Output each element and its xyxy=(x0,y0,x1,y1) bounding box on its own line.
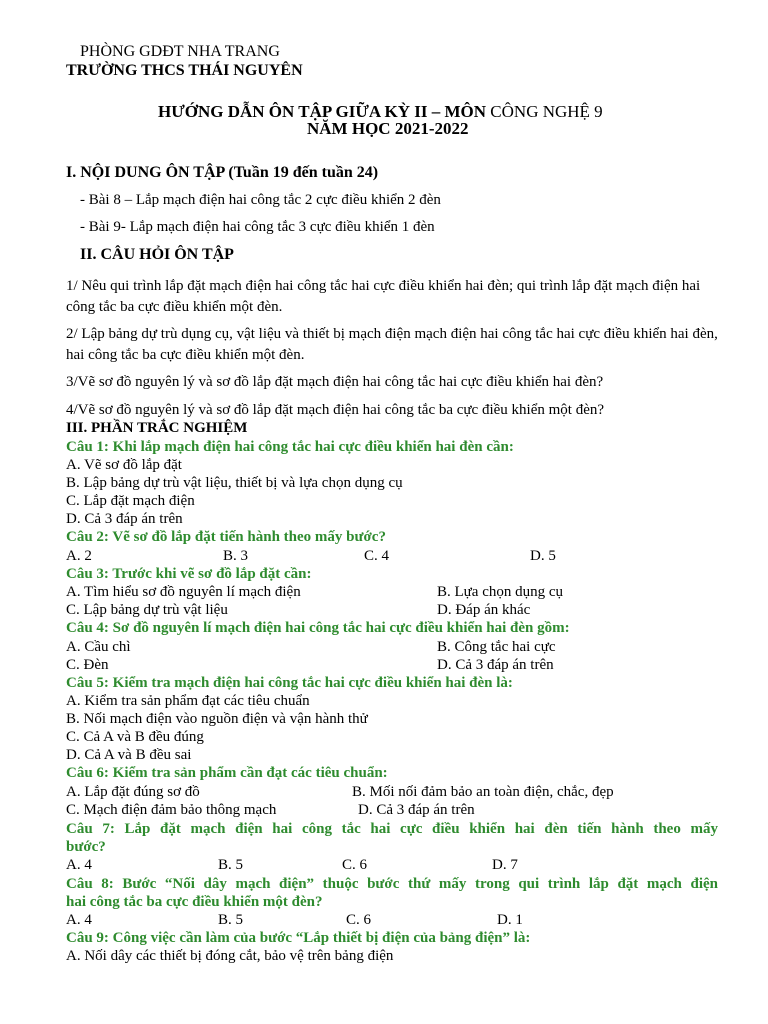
q1-option-d: D. Cả 3 đáp án trên xyxy=(66,511,183,527)
quiz-question-1: Câu 1: Khi lắp mạch điện hai công tắc hai cực điều khiển hai đèn cần: xyxy=(66,439,514,455)
school-name: TRƯỜNG THCS THÁI NGUYÊN xyxy=(66,62,303,79)
title-subject: CÔNG NGHỆ 9 xyxy=(486,102,603,121)
q4-option-c: C. Đèn xyxy=(66,657,109,673)
section1-heading: I. NỘI DUNG ÔN TẬP (Tuần 19 đến tuần 24) xyxy=(66,164,379,181)
q9-option-a: A. Nối dây các thiết bị đóng cắt, bảo vệ trên bảng điện xyxy=(66,948,394,964)
q6-option-a: A. Lắp đặt đúng sơ đồ xyxy=(66,784,200,800)
title-bold: HƯỚNG DẪN ÔN TẬP GIỮA KỲ II – MÔN xyxy=(158,102,487,121)
quiz-question-2: Câu 2: Vẽ sơ đồ lắp đặt tiến hành theo mấy bước? xyxy=(66,529,386,545)
q4-option-a: A. Cầu chì xyxy=(66,639,131,655)
q2-option-a: A. 2 xyxy=(66,548,92,564)
section1-item: - Bài 8 – Lắp mạch điện hai công tắc 2 cực điều khiển 2 đèn xyxy=(80,192,441,208)
section1-item: - Bài 9- Lắp mạch điện hai công tắc 3 cực điều khiển 1 đèn xyxy=(80,219,435,235)
q5-option-c: C. Cả A và B đều đúng xyxy=(66,729,204,745)
q3-option-b: B. Lựa chọn dụng cụ xyxy=(437,584,564,600)
quiz-question-7-line1: Câu 7: Lắp đặt mạch điện hai công tắc hai cực điều khiển hai đèn tiến hành theo mấy xyxy=(66,821,718,837)
q1-option-a: A. Vẽ sơ đồ lắp đặt xyxy=(66,457,182,473)
q7-option-d: D. 7 xyxy=(492,857,518,873)
q7-option-c: C. 6 xyxy=(342,857,368,873)
q7-option-a: A. 4 xyxy=(66,857,92,873)
q1-option-b: B. Lập bảng dự trù vật liệu, thiết bị và lựa chọn dụng cụ xyxy=(66,475,403,491)
department-name: PHÒNG GDĐT NHA TRANG xyxy=(80,43,280,60)
q5-option-a: A. Kiểm tra sản phẩm đạt các tiêu chuẩn xyxy=(66,693,310,709)
quiz-question-3: Câu 3: Trước khi vẽ sơ đồ lắp đặt cần: xyxy=(66,566,312,582)
review-question-1: 1/ Nêu qui trình lắp đặt mạch điện hai công tắc hai cực điều khiển hai đèn; qui trình lắp đặt mạch điện hai công tắc ba cực điều khiển một đèn. xyxy=(66,278,701,315)
q4-option-b: B. Công tắc hai cực xyxy=(437,639,556,655)
q7-option-b: B. 5 xyxy=(218,857,244,873)
q5-option-d: D. Cả A và B đều sai xyxy=(66,747,192,763)
section2-heading: II. CÂU HỎI ÔN TẬP xyxy=(80,246,234,263)
review-question-3: 3/Vẽ sơ đồ nguyên lý và sơ đồ lắp đặt mạch điện hai công tắc hai cực điều khiển hai đèn? xyxy=(66,374,604,390)
q6-option-d: D. Cả 3 đáp án trên xyxy=(358,802,475,818)
q5-option-b: B. Nối mạch điện vào nguồn điện và vận hành thử xyxy=(66,711,368,727)
q6-option-b: B. Mối nối đảm bảo an toàn điện, chắc, đẹp xyxy=(352,784,614,800)
quiz-question-9: Câu 9: Công việc cần làm của bước “Lắp thiết bị điện của bảng điện” là: xyxy=(66,930,531,946)
review-question-4: 4/Vẽ sơ đồ nguyên lý và sơ đồ lắp đặt mạch điện hai công tắc ba cực điều khiển một đèn? xyxy=(66,402,605,418)
q8-option-a: A. 4 xyxy=(66,912,92,928)
quiz-question-6: Câu 6: Kiểm tra sản phẩm cần đạt các tiêu chuẩn: xyxy=(66,765,388,781)
q1-option-c: C. Lắp đặt mạch điện xyxy=(66,493,195,509)
q8-option-c: C. 6 xyxy=(346,912,372,928)
review-question-2: 2/ Lập bảng dự trù dụng cụ, vật liệu và thiết bị mạch điện mạch điện hai công tắc hai cực điều khiển hai đèn, hai công tắc ba cực điều khiển một đèn. xyxy=(66,326,718,363)
q8-option-d: D. 1 xyxy=(497,912,523,928)
q3-option-a: A. Tìm hiểu sơ đồ nguyên lí mạch điện xyxy=(66,584,301,600)
q6-option-c: C. Mạch điện đảm bảo thông mạch xyxy=(66,802,277,818)
q2-option-d: D. 5 xyxy=(530,548,556,564)
section3-heading: III. PHẦN TRẮC NGHIỆM xyxy=(66,420,248,436)
q8-option-b: B. 5 xyxy=(218,912,244,928)
quiz-question-5: Câu 5: Kiểm tra mạch điện hai công tắc hai cực điều khiển hai đèn là: xyxy=(66,675,513,691)
school-year: NĂM HỌC 2021-2022 xyxy=(307,119,469,138)
q2-option-c: C. 4 xyxy=(364,548,390,564)
quiz-question-4: Câu 4: Sơ đồ nguyên lí mạch điện hai công tắc hai cực điều khiển hai đèn gồm: xyxy=(66,620,570,636)
quiz-question-8-line2: hai công tắc ba cực điều khiển một đèn? xyxy=(66,894,323,910)
q4-option-d: D. Cả 3 đáp án trên xyxy=(437,657,554,673)
q3-option-d: D. Đáp án khác xyxy=(437,602,531,618)
q3-option-c: C. Lập bảng dự trù vật liệu xyxy=(66,602,228,618)
quiz-question-8-line1: Câu 8: Bước “Nối dây mạch điện” thuộc bước thứ mấy trong qui trình lắp đặt mạch điện xyxy=(66,876,718,892)
quiz-question-7-line2: bước? xyxy=(66,839,106,855)
q2-option-b: B. 3 xyxy=(223,548,249,564)
